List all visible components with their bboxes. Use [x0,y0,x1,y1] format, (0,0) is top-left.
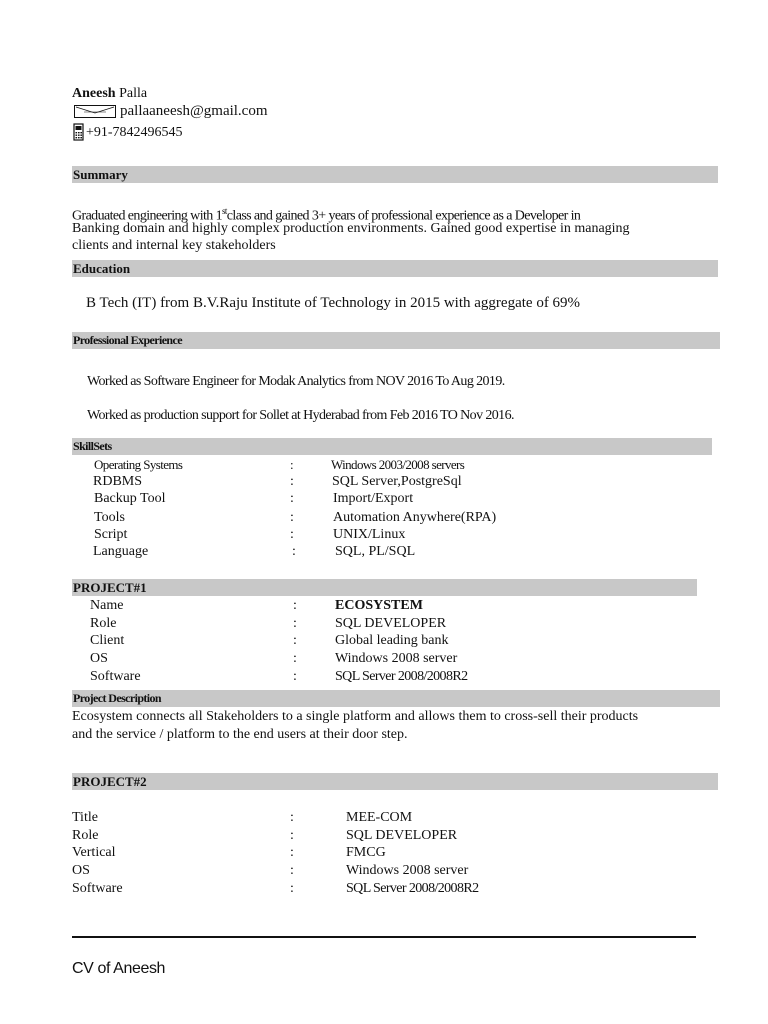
section-heading-experience: Professional Experience [72,332,720,349]
skill-label: RDBMS [93,474,143,489]
skill-row [0,526,768,544]
experience-line-1: Worked as Software Engineer for Modak Analytics from NOV 2016 To Aug 2019. [87,374,505,389]
email-text: pallaaneesh@gmail.com [120,103,268,119]
separator: : [290,863,294,878]
candidate-name [72,86,147,102]
separator: : [292,544,296,559]
skill-label: Tools [94,510,125,525]
section-heading-project-description: Project Description [72,690,720,707]
skill-label: Language [93,544,149,559]
project1-row [0,632,768,650]
footer-text: CV of Aneesh [72,960,166,977]
project2-row [0,809,768,827]
project-label: Software [72,881,123,896]
phone-text: +91-7842496545 [86,125,183,140]
summary-line-3: clients and internal key stakeholders [72,238,276,253]
project1-row [0,615,768,633]
skill-value: Automation Anywhere(RPA) [333,510,497,525]
project-label: Vertical [72,845,116,860]
project-value: MEE-COM [346,810,413,825]
separator: : [293,633,297,648]
project-value: Windows 2008 server [346,863,469,878]
separator: : [290,845,294,860]
separator: : [293,669,297,684]
separator: : [290,527,294,542]
footer-divider [72,936,696,938]
separator: : [293,616,297,631]
separator: : [290,457,294,472]
skill-value: Import/Export [333,491,414,506]
project-label: Name [90,598,124,613]
skill-label: Backup Tool [94,491,166,506]
separator: : [293,598,297,613]
section-heading-project1: PROJECT#1 [72,579,697,596]
project-value: FMCG [346,845,386,860]
section-heading-skillsets: SkillSets [72,438,712,455]
project-value: SQL DEVELOPER [346,828,458,843]
skill-row [0,543,768,561]
last-name: Palla [119,86,148,101]
separator: : [290,510,294,525]
skill-row [0,490,768,508]
project-value: SQL DEVELOPER [335,616,447,631]
separator: : [290,810,294,825]
project-label: Software [90,669,141,684]
education-text: B Tech (IT) from B.V.Raju Institute of Technology in 2015 with aggregate of 69% [86,295,581,311]
separator: : [290,881,294,896]
project-label: Title [72,810,98,825]
summary-line-1: Graduated engineering with 1stclass and gained 3+ years of professional experience as a Developer in [72,206,581,224]
skill-value: SQL, PL/SQL [335,544,416,559]
project-value: Windows 2008 server [335,651,458,666]
project-value: SQL Server 2008/2008R2 [346,881,479,896]
separator: : [293,651,297,666]
skill-row [0,509,768,527]
project-label: Role [72,828,99,843]
envelope-icon [74,105,116,118]
project1-row [0,650,768,668]
skill-label: Operating Systems [94,457,183,472]
phone-icon [73,123,85,141]
skill-row [0,456,768,474]
project1-description-line-1: Ecosystem connects all Stakeholders to a single platform and allows them to cross-sell their products [72,709,639,724]
separator: : [290,474,294,489]
section-heading-education: Education [72,260,718,277]
project2-row [0,880,768,898]
project-label: OS [72,863,90,878]
project-label: OS [90,651,108,666]
skill-value: Windows 2003/2008 servers [331,457,465,472]
experience-line-2: Worked as production support for Sollet at Hyderabad from Feb 2016 TO Nov 2016. [87,408,514,423]
project1-row [0,597,768,615]
project-label: Client [90,633,125,648]
project-value: Global leading bank [335,633,449,648]
skill-label: Script [94,527,128,542]
project-value: SQL Server 2008/2008R2 [335,669,468,684]
project2-row [0,827,768,845]
section-heading-summary: Summary [72,166,718,183]
project1-row [0,668,768,686]
project2-row [0,844,768,862]
skill-value: UNIX/Linux [333,527,406,542]
skill-row [0,473,768,491]
summary-line-2: Banking domain and highly complex production environments. Gained good expertise in managing [72,221,630,236]
section-heading-project2: PROJECT#2 [72,773,718,790]
project2-row [0,862,768,880]
separator: : [290,828,294,843]
project1-description-line-2: and the service / platform to the end users at their door step. [72,727,408,742]
skill-value: SQL Server,PostgreSql [332,474,462,489]
separator: : [290,491,294,506]
first-name: Aneesh [72,86,116,101]
project-value: ECOSYSTEM [335,598,423,613]
project-label: Role [90,616,117,631]
